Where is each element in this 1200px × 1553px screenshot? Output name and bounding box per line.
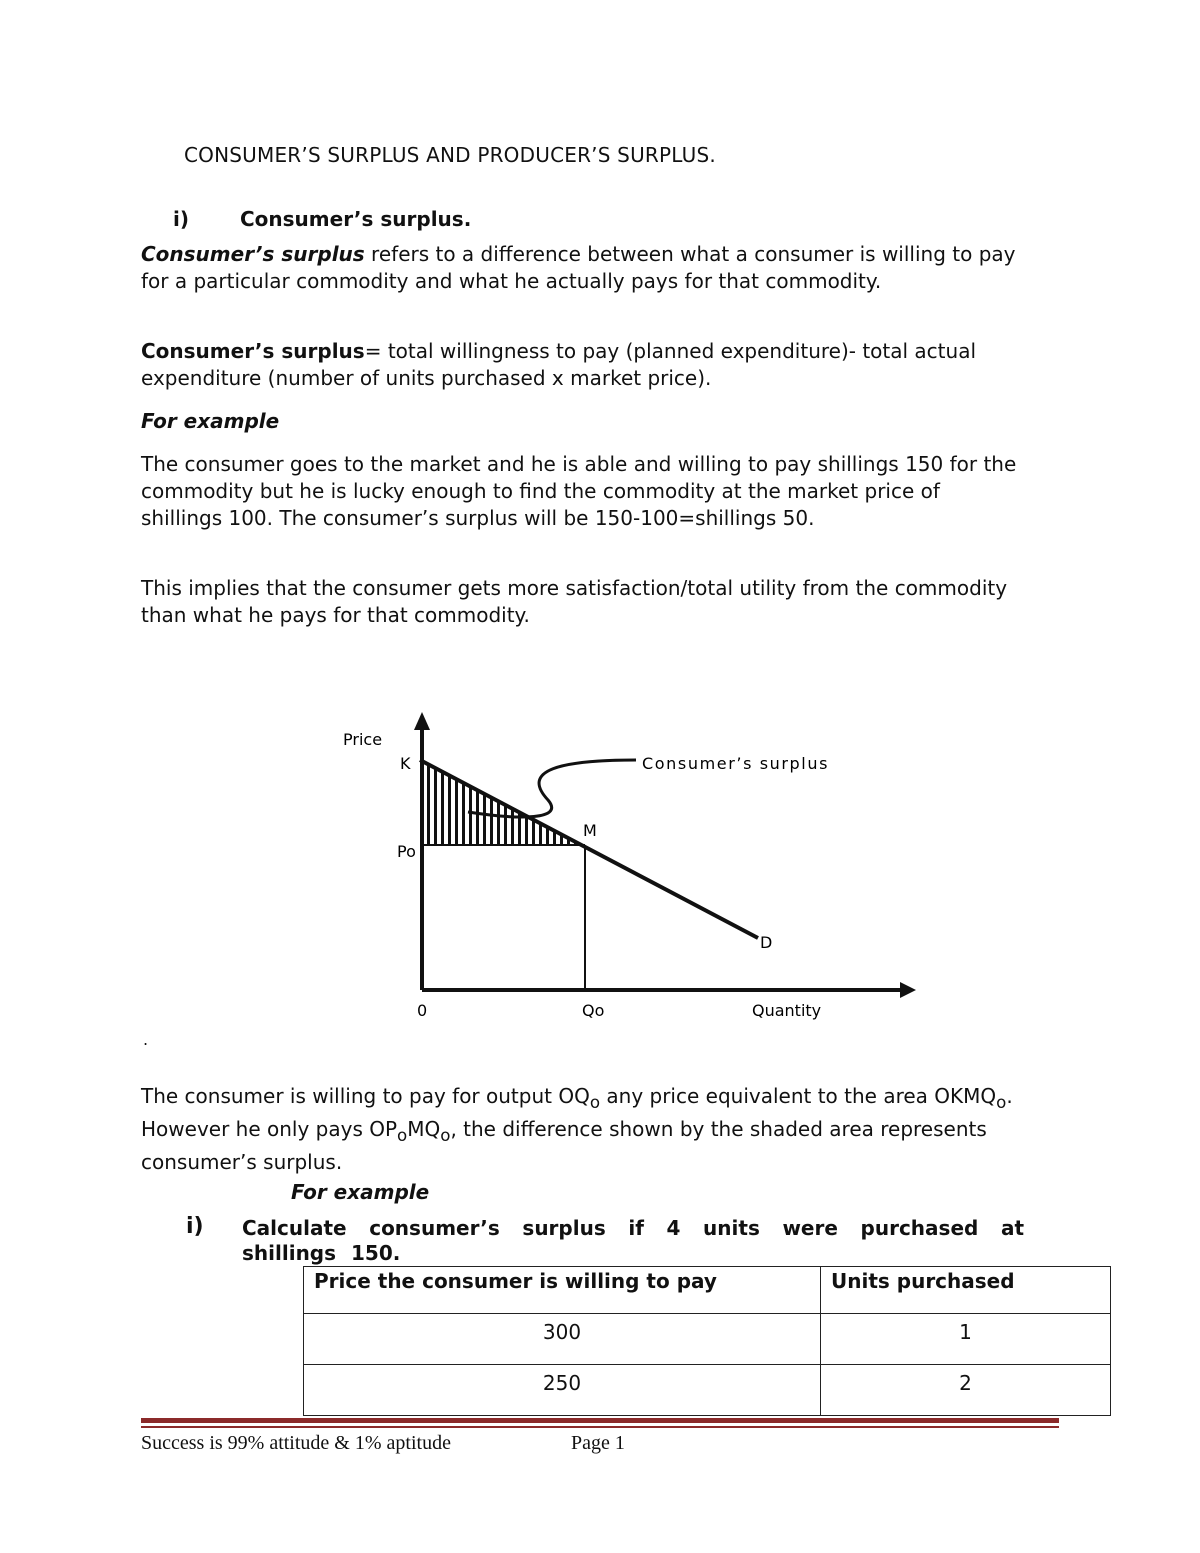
explanation-text: MQ — [407, 1117, 441, 1141]
subscript: o — [440, 1126, 451, 1145]
table-header-row — [304, 1267, 1111, 1314]
page-title: CONSUMER’S SURPLUS AND PRODUCER’S SURPLUS. — [184, 143, 716, 167]
willingness-table — [303, 1266, 1111, 1416]
explanation-text: The consumer is willing to pay for output OQ — [141, 1084, 590, 1108]
section-title: Consumer’s surplus. — [240, 207, 472, 231]
example-paragraph: The consumer goes to the market and he is able and willing to pay shillings 150 for the commodity but he is lucky enough to find the commodity at the market price of shillings 100. The consumer’s surplus will be 150-100=shillings 50. — [141, 452, 1017, 530]
footer-rule — [141, 1418, 1059, 1423]
explanation-text: . However he only pays OP — [141, 1084, 1013, 1141]
table-row — [304, 1314, 1111, 1365]
example-heading: For example — [141, 409, 280, 433]
table-header-cell: Price the consumer is willing to pay — [304, 1267, 821, 1314]
annotation-label: Consumer’s surplus — [642, 754, 830, 773]
label-d: D — [760, 933, 773, 952]
x-axis-arrow — [900, 982, 916, 998]
subscript: o — [996, 1093, 1007, 1112]
footer-rule-thin — [141, 1426, 1059, 1428]
table-header-cell: Units purchased — [821, 1267, 1111, 1314]
section-number: i) — [173, 207, 189, 231]
formula-text: = total willingness to pay (planned expenditure)- total actual expenditure (number of units purchased x market price). — [141, 339, 977, 390]
question-number: i) — [186, 1214, 204, 1239]
footer-page-number: Page 1 — [571, 1432, 625, 1454]
label-po: Po — [397, 842, 416, 861]
label-k: K — [400, 754, 411, 773]
label-origin: 0 — [417, 1001, 428, 1020]
implication-paragraph: This implies that the consumer gets more satisfaction/total utility from the commodity than what he pays for that commodity. — [141, 576, 1008, 627]
label-m: M — [583, 821, 597, 840]
demand-curve — [420, 760, 758, 938]
y-axis-label: Price — [343, 730, 383, 749]
subscript: o — [589, 1093, 601, 1112]
example-heading-2: For example — [291, 1180, 430, 1204]
footer-motto: Success is 99% attitude & 1% aptitude — [141, 1432, 451, 1454]
definition-term: Consumer’s surplus — [141, 242, 365, 266]
y-axis-arrow — [414, 712, 430, 730]
explanation-text: , the difference shown by the shaded area represents consumer’s surplus. — [141, 1117, 987, 1174]
question-text: Calculate consumer’s surplus if 4 units were purchased at shillings 150. — [242, 1216, 1024, 1265]
explanation-text: any price equivalent to the area OKMQ — [600, 1084, 997, 1108]
definition-text: refers to a difference between what a consumer is willing to pay for a particular commodity and what he actually pays for that commodity. — [141, 242, 1016, 293]
formula-term: Consumer’s surplus — [141, 339, 365, 363]
subscript: o — [397, 1126, 408, 1145]
stray-mark: . — [143, 1030, 149, 1049]
label-qo: Qo — [582, 1001, 605, 1020]
table-cell: 300 — [304, 1314, 821, 1365]
explanation-paragraph — [141, 1083, 1021, 1176]
table-cell: 1 — [821, 1314, 1111, 1365]
table-row — [304, 1365, 1111, 1416]
table-cell: 2 — [821, 1365, 1111, 1416]
table-cell: 250 — [304, 1365, 821, 1416]
x-axis-label: Quantity — [752, 1001, 822, 1020]
